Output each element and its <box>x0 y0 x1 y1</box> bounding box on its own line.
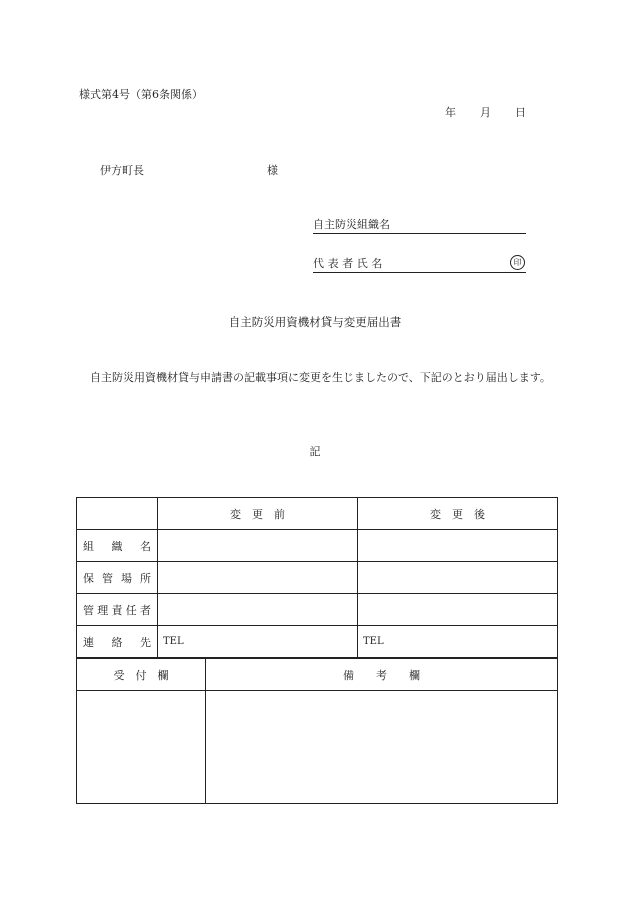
document-title: 自主防災用資機材貸与変更届出書 <box>228 315 402 329</box>
row-label-org-name: 組織名 <box>77 530 158 562</box>
remarks-header: 備 考 欄 <box>206 659 558 691</box>
header-corner-cell <box>77 498 158 530</box>
reception-cell[interactable] <box>77 691 206 804</box>
addressee-name: 伊方町長 <box>100 164 144 177</box>
storage-location-after-cell[interactable] <box>358 562 558 594</box>
manager-after-cell[interactable] <box>358 594 558 626</box>
manager-before-cell[interactable] <box>158 594 358 626</box>
row-label-manager: 管理責任者 <box>77 594 158 626</box>
body-paragraph: 自主防災用資機材貸与申請書の記載事項に変更を生じましたので、下記のとおり届出します。 <box>90 371 551 384</box>
org-name-label: 自主防災組織名 <box>313 218 390 231</box>
date-year-label: 年 <box>445 106 456 119</box>
table-row <box>77 594 558 626</box>
table-row <box>77 626 558 658</box>
form-number: 様式第4号（第6条関係） <box>79 88 203 101</box>
reception-remarks-table <box>76 658 558 804</box>
rep-name-field[interactable] <box>313 255 526 273</box>
org-name-before-cell[interactable] <box>158 530 358 562</box>
header-after: 変 更 後 <box>358 498 558 530</box>
contact-before-cell[interactable]: TEL <box>158 626 358 658</box>
contact-after-cell[interactable]: TEL <box>358 626 558 658</box>
seal-icon: 印 <box>510 255 525 270</box>
change-table <box>76 497 558 658</box>
org-name-field[interactable] <box>313 216 526 234</box>
table-row <box>77 530 558 562</box>
table-header-row <box>77 498 558 530</box>
rep-name-label: 代表者氏名 <box>313 257 386 270</box>
ki-heading: 記 <box>309 445 321 458</box>
row-label-storage-location: 保管場所 <box>77 562 158 594</box>
remarks-cell[interactable] <box>206 691 558 804</box>
date-month-label: 月 <box>480 106 491 119</box>
org-name-after-cell[interactable] <box>358 530 558 562</box>
storage-location-before-cell[interactable] <box>158 562 358 594</box>
row-label-contact: 連絡先 <box>77 626 158 658</box>
date-day-label: 日 <box>515 106 526 119</box>
table-row <box>77 562 558 594</box>
reception-header: 受 付 欄 <box>77 659 206 691</box>
header-before: 変 更 前 <box>158 498 358 530</box>
addressee-honorific: 様 <box>267 164 278 177</box>
